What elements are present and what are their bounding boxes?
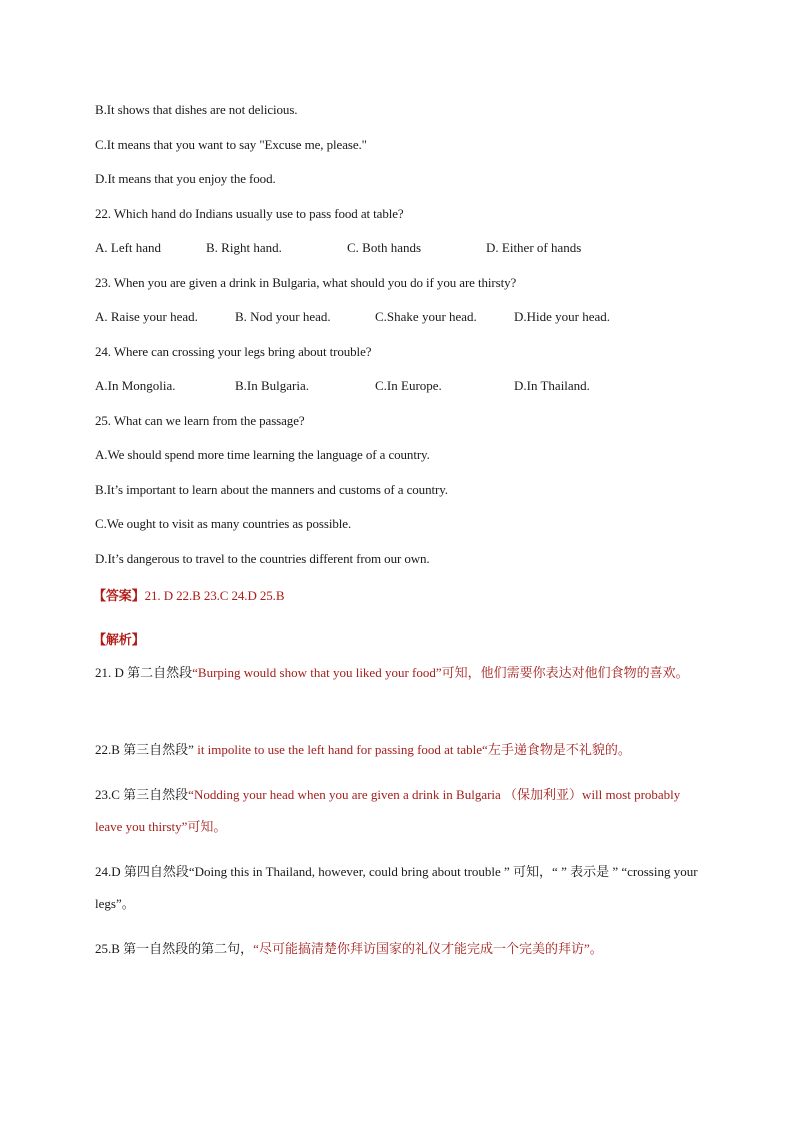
explanation-25-text: “尽可能搞清楚你拜访国家的礼仪才能完成一个完美的拜访”。 [253,941,603,956]
explanation-23-key: 23.C 第三自然段 [95,787,189,802]
answer-line [93,585,284,604]
explanation-24-text: “Doing this in Thailand, however, could bring about trouble ” 可知，“ ” 表示是 ” “crossing your legs”。 [95,864,698,911]
question-25: 25. What can we learn from the passage? [95,413,305,428]
option-23-b: B. Nod your head. [235,309,331,324]
option-22-b: B. Right hand. [206,240,282,255]
option-24-b: B.In Bulgaria. [235,378,310,393]
explanation-23 [95,779,700,843]
option-21-d: D.It means that you enjoy the food. [95,171,276,186]
option-22-c: C. Both hands [347,240,422,255]
option-21-b: B.It shows that dishes are not delicious. [95,102,298,117]
explanation-21 [95,657,700,689]
question-22: 22. Which hand do Indians usually use to pass food at table? [95,206,404,221]
option-25-c: C.We ought to visit as many countries as possible. [95,516,352,531]
option-24-a: A.In Mongolia. [95,378,176,393]
option-24-c: C.In Europe. [375,378,442,393]
explanation-22 [95,734,700,766]
explanation-23-text: “Nodding your head when you are given a drink in Bulgaria （保加利亚）will most probably leave you thirsty”可知。 [95,787,681,834]
option-25-d: D.It’s dangerous to travel to the countries different from our own. [95,551,430,566]
explanation-22-text: it impolite to use the left hand for passing food at table“左手递食物是不礼貌的。 [193,742,631,757]
option-24-d: D.In Thailand. [514,378,590,393]
explanation-22-key: 22.B 第三自然段” [95,742,194,757]
explanation-25-key: 25.B 第一自然段的第二句， [95,941,254,956]
explanation-24-key: 24.D 第四自然段 [95,864,189,879]
explanation-21-text: “Burping would show that you liked your food”可知，他们需要你表达对他们食物的喜欢。 [192,665,689,680]
explanation-24 [95,856,700,920]
question-24: 24. Where can crossing your legs bring about trouble? [95,344,372,359]
option-23-d: D.Hide your head. [514,309,611,324]
analysis-label: 【解析】 [93,632,145,647]
option-25-a: A.We should spend more time learning the language of a country. [95,447,430,462]
option-23-c: C.Shake your head. [375,309,477,324]
question-23: 23. When you are given a drink in Bulgaria, what should you do if you are thirsty? [95,275,517,290]
option-23-a: A. Raise your head. [95,309,198,324]
option-21-c: C.It means that you want to say "Excuse me, please." [95,137,367,152]
explanation-25 [95,933,700,965]
answer-label: 【答案】 [93,588,145,603]
option-22-a: A. Left hand [95,240,162,255]
option-22-d: D. Either of hands [486,240,582,255]
explanation-21-key: 21. D 第二自然段 [95,665,193,680]
analysis-label-line [93,629,145,648]
answer-value: 21. D 22.B 23.C 24.D 25.B [144,588,285,603]
option-25-b: B.It’s important to learn about the manners and customs of a country. [95,482,448,497]
